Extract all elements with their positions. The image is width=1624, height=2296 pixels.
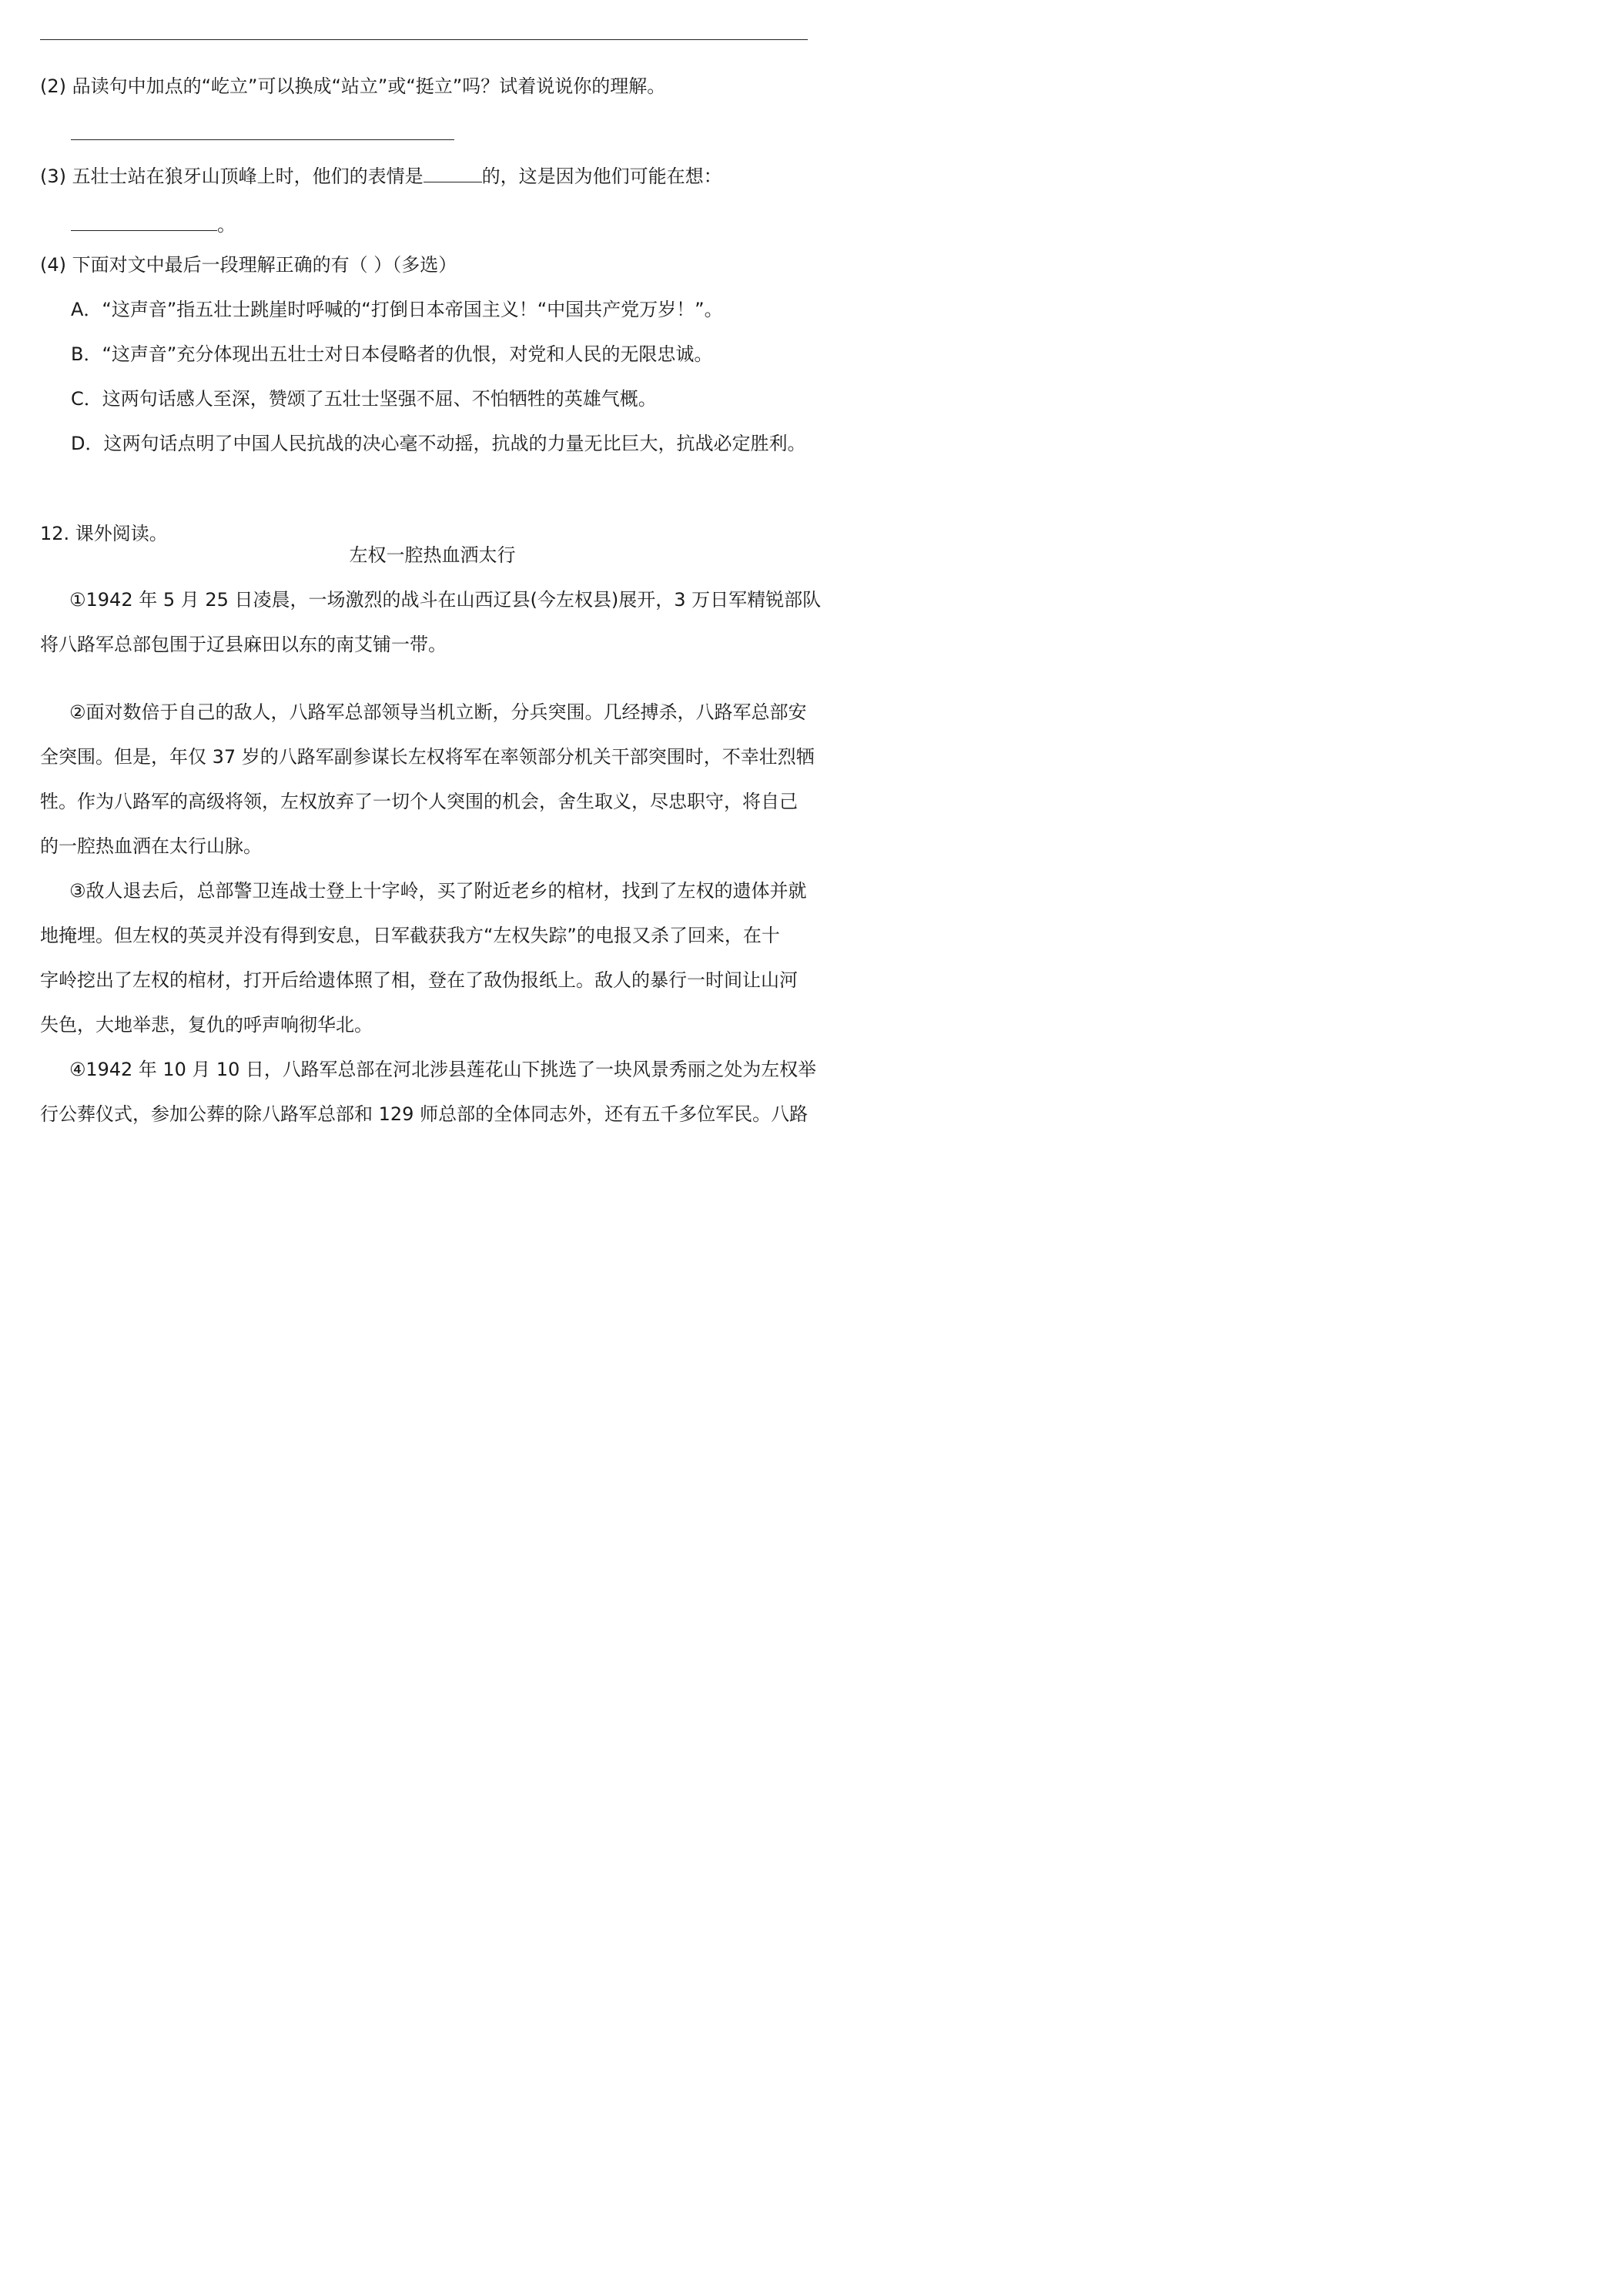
option-b[interactable]: B．“这声音”充分体现出五壮士对日本侵略者的仇恨，对党和人民的无限忠诚。 xyxy=(71,343,713,365)
answer-blank-q3-thought[interactable] xyxy=(71,212,217,231)
passage-line-7: ③敌人退去后，总部警卫连战士登上十字岭，买了附近老乡的棺材，找到了左权的遗体并就 xyxy=(69,880,807,902)
question-3 xyxy=(40,163,722,189)
passage-line-5: 牲。作为八路军的高级将领，左权放弃了一切个人突围的机会，舍生取义，尽忠职守，将自己 xyxy=(40,791,798,812)
question-3-period: 。 xyxy=(217,214,236,236)
question-4-stem: (4) 下面对文中最后一段理解正确的有（ ）（多选） xyxy=(40,254,457,276)
answer-line-q2[interactable] xyxy=(71,139,454,140)
passage-line-12: 行公葬仪式，参加公葬的除八路军总部和 129 师总部的全体同志外，还有五千多位军民。八路 xyxy=(40,1103,809,1125)
passage-line-6: 的一腔热血洒在太行山脉。 xyxy=(40,835,262,857)
answer-blank-q3-expression[interactable] xyxy=(424,163,482,182)
passage-title: 左权一腔热血洒太行 xyxy=(349,544,516,566)
option-c[interactable]: C．这两句话感人至深，赞颂了五壮士坚强不屈、不怕牺牲的英雄气概。 xyxy=(71,388,657,410)
header-rule xyxy=(40,39,808,40)
question-12-heading: 12. 课外阅读。 xyxy=(40,523,168,544)
question-3-text-start: (3) 五壮士站在狼牙山顶峰上时，他们的表情是 xyxy=(40,166,424,187)
question-3-continuation xyxy=(71,212,236,238)
option-d[interactable]: D．这两句话点明了中国人民抗战的决心毫不动摇，抗战的力量无比巨大，抗战必定胜利。 xyxy=(71,433,806,454)
passage-line-1: ①1942 年 5 月 25 日凌晨，一场激烈的战斗在山西辽县(今左权县)展开，3 万日军精锐部队 xyxy=(69,589,822,611)
passage-line-4: 全突围。但是，年仅 37 岁的八路军副参谋长左权将军在率领部分机关干部突围时，不幸壮烈牺 xyxy=(40,746,815,768)
passage-line-9: 字岭挖出了左权的棺材，打开后给遗体照了相，登在了敌伪报纸上。敌人的暴行一时间让山河 xyxy=(40,969,798,991)
passage-line-11: ④1942 年 10 月 10 日，八路军总部在河北涉县莲花山下挑选了一块风景秀丽之处为左权举 xyxy=(69,1059,817,1080)
passage-line-2: 将八路军总部包围于辽县麻田以东的南艾铺一带。 xyxy=(40,634,447,655)
question-3-text-end: 的，这是因为他们可能在想： xyxy=(481,166,722,187)
passage-line-3: ②面对数倍于自己的敌人，八路军总部领导当机立断，分兵突围。几经搏杀，八路军总部安 xyxy=(69,701,807,723)
option-a[interactable]: A．“这声音”指五壮士跳崖时呼喊的“打倒日本帝国主义！“中国共产党万岁！”。 xyxy=(71,299,723,320)
passage-line-8: 地掩埋。但左权的英灵并没有得到安息，日军截获我方“左权失踪”的电报又杀了回来，在十 xyxy=(40,925,780,946)
question-2: (2) 品读句中加点的“屹立”可以换成“站立”或“挺立”吗？试着说说你的理解。 xyxy=(40,75,666,97)
passage-line-10: 失色，大地举悲，复仇的呼声响彻华北。 xyxy=(40,1014,373,1036)
